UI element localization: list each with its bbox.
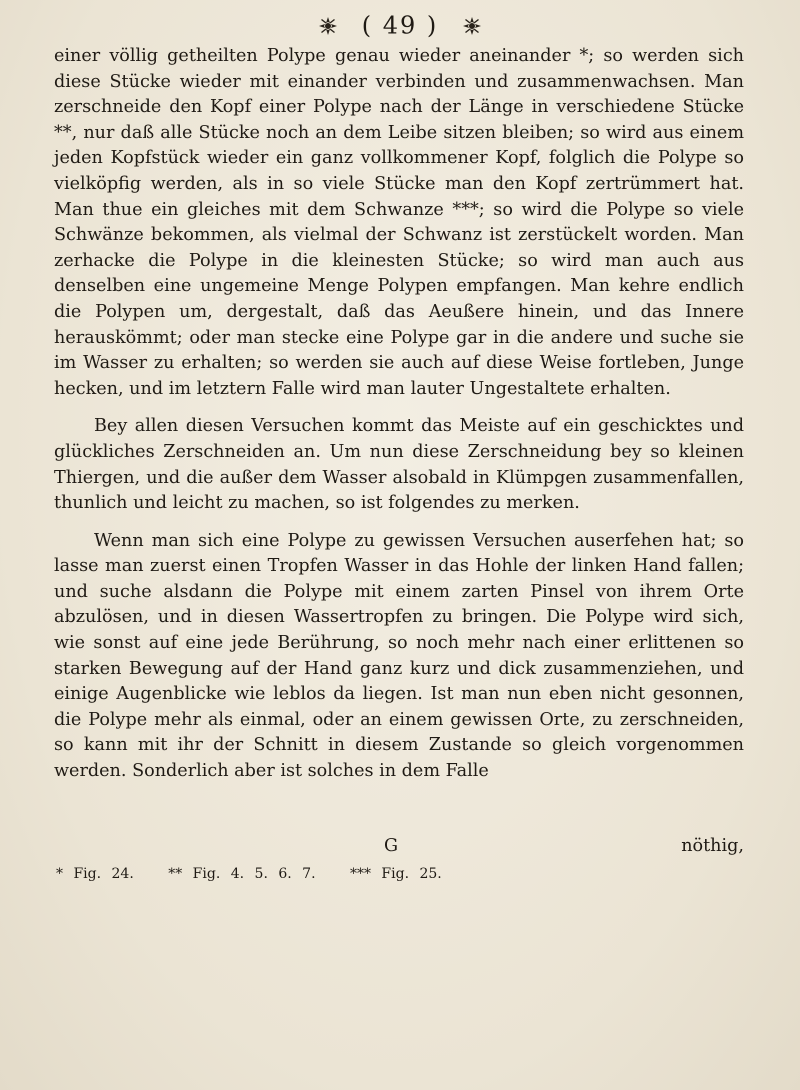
page-number: ( 49 ) [361, 11, 439, 40]
catchword: nöthig, [681, 836, 744, 856]
paragraph-3: Wenn man sich eine Polype zu gewissen Versuchen auserfehen hat; so lasse man zuerst einen Tropfen Wasser in das Hohle der linken Hand fallen; und suche alsdann die Polype mit einem zarten Pinsel von ihrem Orte abzulösen, und in diesen Wassertropfen zu bringen. Die Polype wird sich, wie sonst auf eine jede Berührung, so noch mehr nach einer erlittenen so starken Bewegung auf der Hand ganz kurz und dick zusammenziehen, und einige Augenblicke wie leblos da liegen. Ist man nun eben nicht gesonnen, die Polype mehr als einmal, oder an einem gewissen Orte, zu zerschneiden, so kann mit ihr der Schnitt in diesem Zustande so gleich vorgenommen werden. Sonderlich aber ist solches in dem Falle [54, 530, 744, 782]
footnotes [56, 866, 466, 882]
paragraph-2: Bey allen diesen Versuchen kommt das Meiste auf ein geschicktes und glückliches Zerschneiden an. Um nun diese Zerschneidung bey so kleinen Thiergen, und die außer dem Wasser alsobald in Klümpgen zusammenfallen, thunlich und leicht zu machen, so ist folgendes zu merken. [54, 416, 744, 514]
signature-mark: G [384, 836, 399, 856]
paragraph-1: einer völlig getheilten Polype genau wieder aneinander *; so werden sich diese Stücke wieder mit einander verbinden und zusammenwachsen. Man zerschneide den Kopf einer Polype nach der Länge in verschiedene Stücke **, nur daß alle Stücke noch an dem Leibe sitzen bleiben; so wird aus einem jeden Kopfstück wieder ein ganz vollkommener Kopf, folglich die Polype so vielköpfig werden, als in so viele Stücke man den Kopf zertrümmert hat. Man thue ein gleiches mit dem Schwanze ***; so wird die Polype so viele Schwänze bekommen, als vielmal der Schwanz ist zerstückelt worden. Man zerhacke die Polype in die kleinesten Stücke; so wird man auch aus denselben eine ungemeine Menge Polypen empfangen. Man kehre endlich die Polypen um, dergestalt, daß das Aeußere hinein, und das Innere herauskömmt; oder man stecke eine Polype gar in die andere und suche sie im Wasser zu erhalten; so werden sie auch auf diese Weise fortleben, Junge hecken, und im letztern Falle wird man lauter Ungestaltete erhalten. [54, 46, 744, 399]
footnote-3: *** Fig. 25. [349, 866, 442, 882]
body-text [54, 44, 744, 797]
fleuron-ornament-right-icon [462, 16, 482, 36]
page-header [0, 10, 800, 40]
page-footer-line [0, 836, 800, 862]
footnote-2: ** Fig. 4. 5. 6. 7. [168, 866, 316, 882]
fleuron-ornament-left-icon [318, 16, 338, 36]
footnote-1: * Fig. 24. [56, 866, 134, 882]
